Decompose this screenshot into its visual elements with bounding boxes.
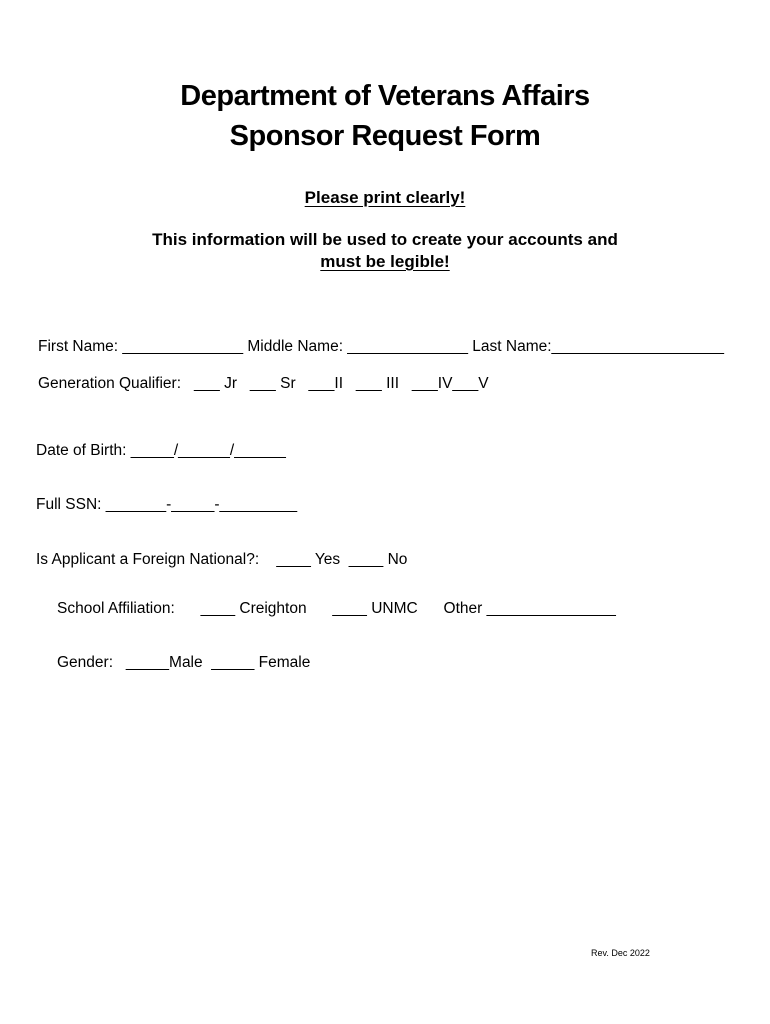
print-clearly-text: Please print clearly! <box>304 188 466 207</box>
print-clearly-notice <box>0 188 770 208</box>
page-title-department: Department of Veterans Affairs <box>180 80 590 112</box>
date-of-birth-row[interactable]: Date of Birth: _____/______/______ <box>36 442 286 459</box>
name-fields-row[interactable]: First Name: ______________ Middle Name: ______________ Last Name:____________________ <box>38 338 724 355</box>
gender-row[interactable]: Gender: _____Male _____ Female <box>57 654 311 671</box>
info-notice-line1: This information will be used to create your accounts and <box>152 230 618 249</box>
page-title-form: Sponsor Request Form <box>229 120 541 152</box>
legible-text: must be legible! <box>320 252 450 271</box>
foreign-national-row[interactable]: Is Applicant a Foreign National?: ____ Yes ____ No <box>36 551 408 568</box>
generation-qualifier-row[interactable]: Generation Qualifier: ___ Jr ___ Sr ___II ___ III ___IV___V <box>38 375 489 392</box>
info-notice-line2 <box>0 252 770 272</box>
full-ssn-row[interactable]: Full SSN: _______-_____-_________ <box>36 496 298 513</box>
revision-date: Rev. Dec 2022 <box>591 948 650 958</box>
school-affiliation-row[interactable]: School Affiliation: ____ Creighton ____ UNMC Other _______________ <box>57 600 616 617</box>
